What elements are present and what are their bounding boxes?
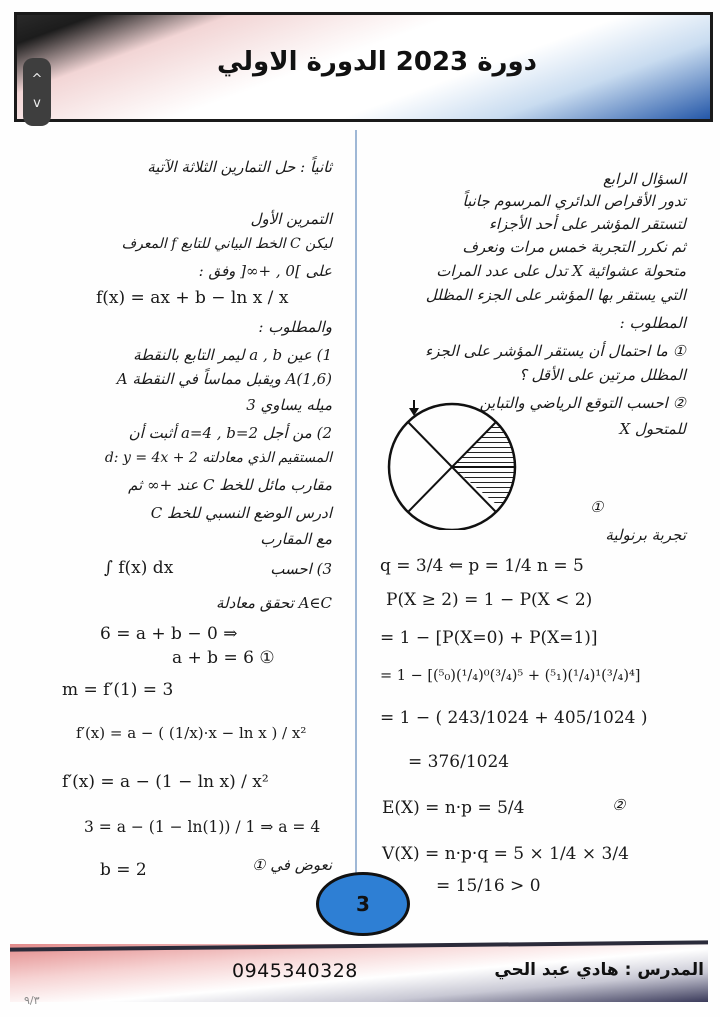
text-line: ميله يساوي 3 [246, 396, 332, 414]
text-line: 3) احسب [270, 560, 332, 578]
footer-teacher: المدرس : هادي عبد الحي [494, 960, 704, 980]
text-line: A∈C تحقق معادلة [215, 594, 332, 612]
text-line: للمتحول X [619, 420, 686, 438]
math-line: 3 = a − (1 − ln(1)) / 1 ⇒ a = 4 [84, 818, 321, 836]
corner-note: ٩/٣ [24, 994, 40, 1007]
math-line: m = f′(1) = 3 [62, 680, 174, 700]
integral-expression: ∫ f(x) dx [104, 558, 174, 578]
math-line: q = 3/4 ⇐ p = 1/4 n = 5 [380, 556, 584, 576]
math-line: V(X) = n·p·q = 5 × 1/4 × 3/4 [382, 844, 629, 864]
page-number-badge [316, 872, 410, 936]
text-line: نعوض في ① [252, 856, 332, 874]
column-divider [355, 130, 357, 935]
text-line: لتستقر المؤشر على أحد الأجزاء [488, 215, 686, 233]
function-definition: f(x) = ax + b − ln x / x [96, 288, 289, 308]
text-line: المظلل مرتين على الأقل ؟ [518, 366, 686, 384]
bernoulli-label: تجربة برنولية [605, 526, 686, 544]
text-line: ثم نكرر التجربة خمس مرات ونعرف [462, 238, 686, 256]
text-line: ② احسب التوقع الرياضي والتباين [479, 394, 686, 412]
text-line: تدور الأقراص الدائري المرسوم جانباً [462, 192, 686, 210]
page-number: 3 [356, 892, 370, 916]
math-line: = 376/1024 [408, 752, 510, 772]
text-line: ① ما احتمال أن يستقر المؤشر على الجزء [425, 342, 686, 360]
footer-phone: 0945340328 [232, 960, 358, 982]
header-banner [14, 12, 713, 122]
math-line: 6 = a + b − 0 ⇒ [100, 624, 238, 644]
math-line: = 1 − ( 243/1024 + 405/1024 ) [380, 708, 648, 728]
text-line: 1) عين a , b ليمر التابع بالنقطة [133, 346, 332, 364]
math-line: f′(x) = a − ( (1/x)·x − ln x ) / x² [76, 724, 307, 742]
text-line: 2) من أجل a=4 , b=2 أثبت أن [128, 424, 332, 442]
answer-label-1: ① [590, 498, 604, 516]
math-line: b = 2 [100, 860, 147, 880]
math-line: f′(x) = a − (1 − ln x) / x² [62, 772, 269, 792]
chevron-down-icon[interactable]: v [33, 96, 41, 111]
text-line: والمطلوب : [258, 318, 332, 336]
text-line: ادرس الوضع النسبي للخط C [150, 504, 332, 522]
math-line: = 15/16 > 0 [436, 876, 541, 896]
text-line: متحولة عشوائية X تدل على عدد المرات [436, 262, 686, 280]
text-line: ثانياً : حل التمارين الثلاثة الآتية [147, 158, 332, 176]
text-line: المستقيم الذي معادلته d: y = 4x + 2 [104, 450, 332, 466]
text-line: التي يستقر بها المؤشر على الجزء المظلل [425, 286, 686, 304]
text-line: مقارب مائل للخط C عند +∞ ثم [128, 476, 332, 494]
text-line: مع المقارب [260, 530, 332, 548]
text-line: ليكن C الخط البياني للتابع f المعرف [121, 236, 332, 252]
answer-label-2: ② [612, 796, 626, 814]
spinner-disk-figure [378, 400, 528, 530]
text-line: التمرين الأول [250, 210, 332, 228]
text-line: المطلوب : [619, 314, 686, 332]
text-line: على ]0 , +∞[ وفق : [198, 262, 332, 280]
chevron-up-icon[interactable]: ^ [31, 72, 43, 87]
text-line: السؤال الرابع [602, 170, 686, 188]
math-line: P(X ≥ 2) = 1 − P(X < 2) [386, 590, 593, 610]
text-line: A(1,6) ويقبل مماساً في النقطة A [116, 370, 332, 388]
math-line: E(X) = n·p = 5/4 [382, 798, 525, 818]
math-line: a + b = 6 ① [172, 648, 275, 668]
header-title: دورة 2023 الدورة الاولي [216, 47, 538, 77]
math-line: = 1 − [P(X=0) + P(X=1)] [380, 628, 598, 648]
math-line: = 1 − [(⁵₀)(¹/₄)⁰(³/₄)⁵ + (⁵₁)(¹/₄)¹(³/₄)⁴] [380, 668, 641, 684]
scroll-control[interactable] [23, 58, 51, 126]
